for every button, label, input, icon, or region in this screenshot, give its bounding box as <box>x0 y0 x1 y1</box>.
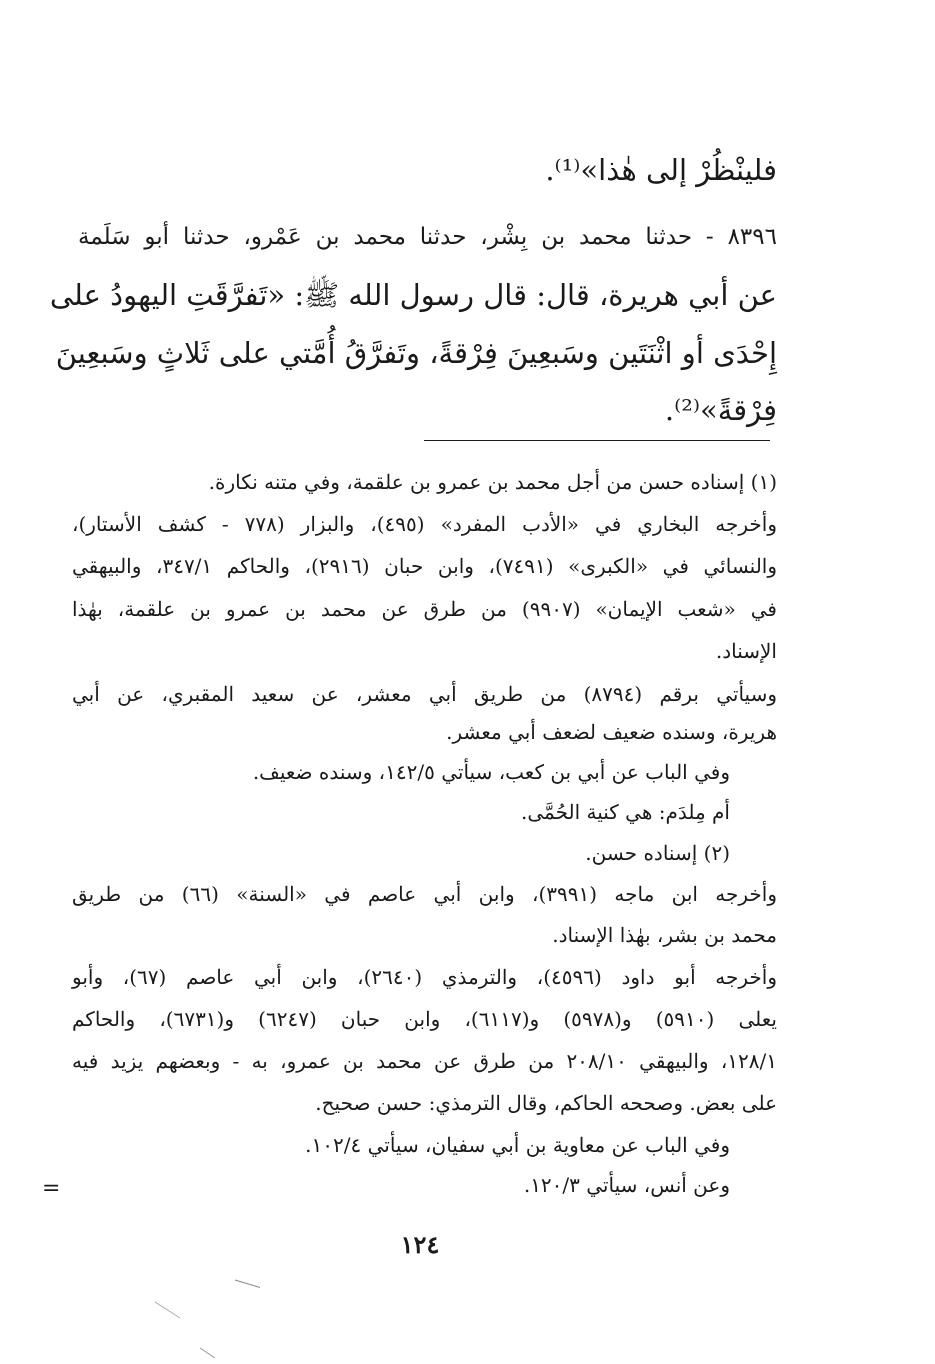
footnote-line: والنسائي في «الكبرى» (٧٤٩١)، وابن حبان (٢٩١٦)، والحاكم ٣٤٧/١، والبيهقي <box>72 554 778 578</box>
footnote-line: الإسناد. <box>715 639 777 663</box>
main-text-line-3: عن أبي هريرة، قال: قال رسول الله ﷺ: «تَفرَّقَتِ اليهودُ على <box>49 278 777 312</box>
footnote-line: محمد بن بشر، بهٰذا الإسناد. <box>552 923 777 947</box>
footnote-line: وفي الباب عن أبي بن كعب، سيأتي ١٤٢/٥، وسنده ضعيف. <box>252 760 730 784</box>
footnote-line: وفي الباب عن معاوية بن أبي سفيان، سيأتي ١٠٢/٤. <box>305 1133 730 1157</box>
main-text-line-1: فلينْظُرْ إلى هٰذا»⁽¹⁾. <box>545 153 777 187</box>
scan-specks <box>140 1270 260 1360</box>
footnote-line: وأخرجه أبو داود (٤٥٩٦)، والترمذي (٢٦٤٠)، وابن أبي عاصم (٦٧)، وأبو <box>72 965 777 989</box>
footnote-separator <box>424 440 770 441</box>
hadith-isnad: ٨٣٩٦ - حدثنا محمد بن بِشْر، حدثنا محمد بن عَمْرو، حدثنا أبو سَلَمة <box>78 224 777 250</box>
footnote-line: في «شعب الإيمان» (٩٩٠٧) من طرق عن محمد بن عمرو بن علقمة، بهٰذا <box>72 597 777 621</box>
footnote-line: على بعض. وصححه الحاكم، وقال الترمذي: حسن صحيح. <box>315 1091 777 1115</box>
footnote-line: (٢) إسناده حسن. <box>585 841 730 865</box>
footnote-line: وعن أنس، سيأتي ١٢٠/٣. <box>523 1173 730 1197</box>
footnote-line: أم مِلدَم: هي كنية الحُمَّى. <box>520 800 730 824</box>
footnote-line: ١٢٨/١، والبيهقي ٢٠٨/١٠ من طرق عن محمد بن عمرو، به - وبعضهم يزيد فيه <box>72 1049 777 1073</box>
footnote-line: وأخرجه البخاري في «الأدب المفرد» (٤٩٥)، والبزار (٧٧٨ - كشف الأستار)، <box>72 512 778 536</box>
footnote-line: وسيأتي برقم (٨٧٩٤) من طريق أبي معشر، عن سعيد المقبري، عن أبي <box>72 682 777 706</box>
main-text-line-4: إِحْدَى أو اثْنَتَين وسَبعِينَ فِرْقةً، وتَفرَّقُ أُمَّتي على ثَلاثٍ وسَبعِينَ <box>55 336 777 370</box>
footnote-line: يعلى (٥٩١٠) و(٥٩٧٨) و(٦١١٧)، وابن حبان (٦٢٤٧) و(٦٧٣١)، والحاكم <box>72 1007 777 1031</box>
page-number: ١٢٤ <box>400 1230 440 1259</box>
footnote-line: (١) إسناده حسن من أجل محمد بن عمرو بن علقمة، وفي متنه نكارة. <box>208 470 777 494</box>
main-text-line-5: فِرْقةً»⁽²⁾. <box>664 393 777 427</box>
footnote-line: هريرة، وسنده ضعيف لضعف أبي معشر. <box>446 720 777 744</box>
footnote-line: وأخرجه ابن ماجه (٣٩٩١)، وابن أبي عاصم في «السنة» (٦٦) من طريق <box>72 882 778 906</box>
margin-mark: = <box>42 1176 61 1201</box>
